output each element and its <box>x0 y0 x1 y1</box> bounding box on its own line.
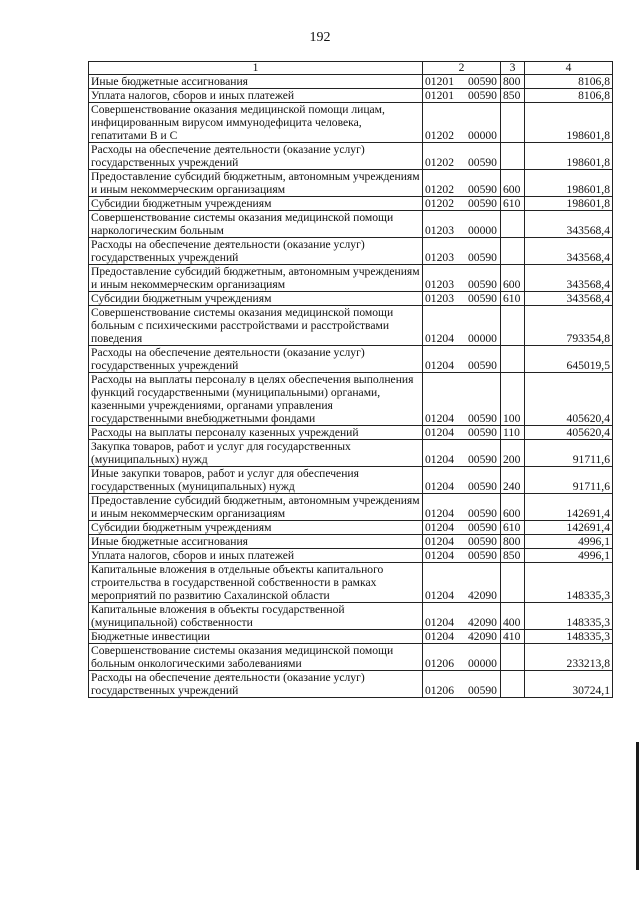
table-row <box>89 467 613 494</box>
row-code <box>423 644 501 671</box>
row-amount: 8106,8 <box>525 75 613 89</box>
table-row <box>89 521 613 535</box>
row-code <box>423 238 501 265</box>
table-row <box>89 426 613 440</box>
row-amount: 198601,8 <box>525 197 613 211</box>
row-amount: 198601,8 <box>525 170 613 197</box>
row-code-direction: 00590 <box>467 292 497 305</box>
row-name: Совершенствование системы оказания медицинской помощи больным с психическими расстройствами и расстройствами поведения <box>89 306 423 346</box>
row-amount: 148335,3 <box>525 563 613 603</box>
row-code-direction: 00590 <box>467 507 497 520</box>
row-amount: 198601,8 <box>525 143 613 170</box>
row-amount: 645019,5 <box>525 346 613 373</box>
row-code-program: 01203 <box>425 251 454 264</box>
row-expense-type <box>501 211 525 238</box>
row-code-program: 01203 <box>425 224 454 237</box>
row-name: Расходы на обеспечение деятельности (оказание услуг) государственных учреждений <box>89 671 423 698</box>
row-expense-type: 240 <box>501 467 525 494</box>
row-code-direction: 00590 <box>467 521 497 534</box>
row-amount: 142691,4 <box>525 521 613 535</box>
row-amount: 343568,4 <box>525 238 613 265</box>
row-code-program: 01202 <box>425 183 454 196</box>
row-code <box>423 197 501 211</box>
row-expense-type: 800 <box>501 535 525 549</box>
row-name: Субсидии бюджетным учреждениям <box>89 292 423 306</box>
row-expense-type: 800 <box>501 75 525 89</box>
row-code <box>423 521 501 535</box>
table-row <box>89 630 613 644</box>
row-code <box>423 440 501 467</box>
table-row <box>89 535 613 549</box>
table-row <box>89 265 613 292</box>
row-code-direction: 42090 <box>467 589 497 602</box>
row-amount: 343568,4 <box>525 292 613 306</box>
row-expense-type <box>501 563 525 603</box>
row-amount: 343568,4 <box>525 211 613 238</box>
row-amount: 405620,4 <box>525 373 613 426</box>
row-amount: 30724,1 <box>525 671 613 698</box>
row-expense-type: 600 <box>501 494 525 521</box>
header-col-4: 4 <box>525 62 613 75</box>
row-expense-type <box>501 306 525 346</box>
row-code-program: 01204 <box>425 535 454 548</box>
row-code-program: 01204 <box>425 549 454 562</box>
row-code-program: 01204 <box>425 507 454 520</box>
row-name: Предоставление субсидий бюджетным, автономным учреждениям и иным некоммерческим организациям <box>89 494 423 521</box>
row-code-direction: 00590 <box>467 183 497 196</box>
row-expense-type: 610 <box>501 292 525 306</box>
table-row <box>89 103 613 143</box>
row-code-direction: 00590 <box>467 480 497 493</box>
table-row <box>89 373 613 426</box>
row-code <box>423 89 501 103</box>
row-amount: 233213,8 <box>525 644 613 671</box>
row-code-direction: 00590 <box>467 278 497 291</box>
row-expense-type: 600 <box>501 265 525 292</box>
row-code-program: 01204 <box>425 589 454 602</box>
row-expense-type <box>501 671 525 698</box>
row-code-program: 01204 <box>425 521 454 534</box>
row-amount: 91711,6 <box>525 440 613 467</box>
row-name: Иные бюджетные ассигнования <box>89 75 423 89</box>
row-code-direction: 00590 <box>467 197 497 210</box>
row-code <box>423 603 501 630</box>
row-amount: 148335,3 <box>525 630 613 644</box>
row-code <box>423 467 501 494</box>
row-amount: 793354,8 <box>525 306 613 346</box>
table-row <box>89 563 613 603</box>
row-code <box>423 75 501 89</box>
table-row <box>89 292 613 306</box>
table-row <box>89 603 613 630</box>
row-code-direction: 00590 <box>467 156 497 169</box>
row-code-direction: 00590 <box>467 75 497 88</box>
row-code-direction: 00590 <box>467 426 497 439</box>
row-expense-type: 850 <box>501 89 525 103</box>
row-code-program: 01204 <box>425 412 454 425</box>
row-name: Уплата налогов, сборов и иных платежей <box>89 549 423 563</box>
row-expense-type <box>501 238 525 265</box>
row-code <box>423 373 501 426</box>
row-code <box>423 535 501 549</box>
row-amount: 91711,6 <box>525 467 613 494</box>
row-code-program: 01204 <box>425 453 454 466</box>
row-amount: 343568,4 <box>525 265 613 292</box>
row-code-direction: 00000 <box>467 332 497 345</box>
row-name: Субсидии бюджетным учреждениям <box>89 197 423 211</box>
row-code <box>423 671 501 698</box>
table-row <box>89 143 613 170</box>
row-expense-type: 610 <box>501 197 525 211</box>
row-amount: 4996,1 <box>525 549 613 563</box>
row-expense-type <box>501 103 525 143</box>
table-row <box>89 238 613 265</box>
row-code-program: 01206 <box>425 684 454 697</box>
table-row <box>89 75 613 89</box>
row-name: Субсидии бюджетным учреждениям <box>89 521 423 535</box>
row-code <box>423 549 501 563</box>
row-code-program: 01204 <box>425 630 454 643</box>
row-amount: 405620,4 <box>525 426 613 440</box>
row-code-direction: 00000 <box>467 657 497 670</box>
row-name: Капитальные вложения в объекты государственной (муниципальной) собственности <box>89 603 423 630</box>
row-name: Капитальные вложения в отдельные объекты капитального строительства в государственной собственности в рамках мероприятий по развитию Сахалинской области <box>89 563 423 603</box>
row-code-direction: 00590 <box>467 535 497 548</box>
row-code-direction: 42090 <box>467 630 497 643</box>
row-code-direction: 00590 <box>467 684 497 697</box>
row-expense-type: 200 <box>501 440 525 467</box>
budget-table <box>88 61 613 698</box>
table-header-row <box>89 62 613 75</box>
row-code <box>423 265 501 292</box>
row-code-program: 01202 <box>425 129 454 142</box>
table-row <box>89 89 613 103</box>
table-row <box>89 211 613 238</box>
row-amount: 142691,4 <box>525 494 613 521</box>
row-amount: 148335,3 <box>525 603 613 630</box>
row-name: Совершенствование системы оказания медицинской помощи наркологическим больным <box>89 211 423 238</box>
row-code <box>423 143 501 170</box>
table-row <box>89 644 613 671</box>
row-name: Расходы на выплаты персоналу в целях обеспечения выполнения функций государственными (муниципальными) органами, казенными учреждениями, органами управления государственными внебюджетными фондами <box>89 373 423 426</box>
header-col-3: 3 <box>501 62 525 75</box>
header-col-1: 1 <box>89 62 423 75</box>
row-code-program: 01204 <box>425 426 454 439</box>
table-row <box>89 306 613 346</box>
row-code-direction: 00590 <box>467 412 497 425</box>
row-code-program: 01204 <box>425 359 454 372</box>
row-code-program: 01201 <box>425 89 454 102</box>
scan-edge-mark <box>636 742 639 870</box>
row-expense-type: 600 <box>501 170 525 197</box>
row-code-program: 01204 <box>425 616 454 629</box>
row-expense-type <box>501 644 525 671</box>
row-code <box>423 211 501 238</box>
row-code <box>423 103 501 143</box>
row-code <box>423 630 501 644</box>
row-code <box>423 292 501 306</box>
row-code-direction: 42090 <box>467 616 497 629</box>
row-code <box>423 306 501 346</box>
table-row <box>89 346 613 373</box>
row-code-program: 01202 <box>425 197 454 210</box>
row-code-program: 01202 <box>425 156 454 169</box>
row-expense-type: 400 <box>501 603 525 630</box>
row-name: Закупка товаров, работ и услуг для государственных (муниципальных) нужд <box>89 440 423 467</box>
row-amount: 8106,8 <box>525 89 613 103</box>
row-code-direction: 00590 <box>467 251 497 264</box>
row-name: Бюджетные инвестиции <box>89 630 423 644</box>
row-expense-type: 100 <box>501 373 525 426</box>
row-code <box>423 563 501 603</box>
row-code <box>423 346 501 373</box>
row-expense-type <box>501 143 525 170</box>
row-expense-type: 110 <box>501 426 525 440</box>
row-name: Иные бюджетные ассигнования <box>89 535 423 549</box>
row-name: Расходы на выплаты персоналу казенных учреждений <box>89 426 423 440</box>
row-name: Иные закупки товаров, работ и услуг для обеспечения государственных (муниципальных) нужд <box>89 467 423 494</box>
row-name: Совершенствование оказания медицинской помощи лицам, инфицированным вирусом иммунодефицита человека, гепатитами В и С <box>89 103 423 143</box>
row-code-direction: 00590 <box>467 549 497 562</box>
row-code-direction: 00590 <box>467 453 497 466</box>
header-col-2: 2 <box>423 62 501 75</box>
row-code <box>423 494 501 521</box>
row-code-direction: 00000 <box>467 129 497 142</box>
row-code-program: 01203 <box>425 292 454 305</box>
table-row <box>89 170 613 197</box>
row-code <box>423 170 501 197</box>
row-amount: 4996,1 <box>525 535 613 549</box>
table-row <box>89 671 613 698</box>
row-name: Расходы на обеспечение деятельности (оказание услуг) государственных учреждений <box>89 143 423 170</box>
row-code-direction: 00000 <box>467 224 497 237</box>
row-amount: 198601,8 <box>525 103 613 143</box>
row-name: Предоставление субсидий бюджетным, автономным учреждениям и иным некоммерческим организациям <box>89 170 423 197</box>
row-code-program: 01201 <box>425 75 454 88</box>
table-row <box>89 549 613 563</box>
row-code-program: 01204 <box>425 332 454 345</box>
row-expense-type: 610 <box>501 521 525 535</box>
row-name: Предоставление субсидий бюджетным, автономным учреждениям и иным некоммерческим организациям <box>89 265 423 292</box>
table-row <box>89 440 613 467</box>
row-expense-type: 850 <box>501 549 525 563</box>
page-number: 192 <box>309 30 331 45</box>
table-row <box>89 197 613 211</box>
row-expense-type: 410 <box>501 630 525 644</box>
row-code-program: 01206 <box>425 657 454 670</box>
row-name: Расходы на обеспечение деятельности (оказание услуг) государственных учреждений <box>89 238 423 265</box>
table-row <box>89 494 613 521</box>
row-code-program: 01204 <box>425 480 454 493</box>
row-code-program: 01203 <box>425 278 454 291</box>
row-name: Совершенствование системы оказания медицинской помощи больным онкологическими заболеваниями <box>89 644 423 671</box>
row-name: Уплата налогов, сборов и иных платежей <box>89 89 423 103</box>
row-code-direction: 00590 <box>467 359 497 372</box>
row-expense-type <box>501 346 525 373</box>
row-code <box>423 426 501 440</box>
row-code-direction: 00590 <box>467 89 497 102</box>
row-name: Расходы на обеспечение деятельности (оказание услуг) государственных учреждений <box>89 346 423 373</box>
